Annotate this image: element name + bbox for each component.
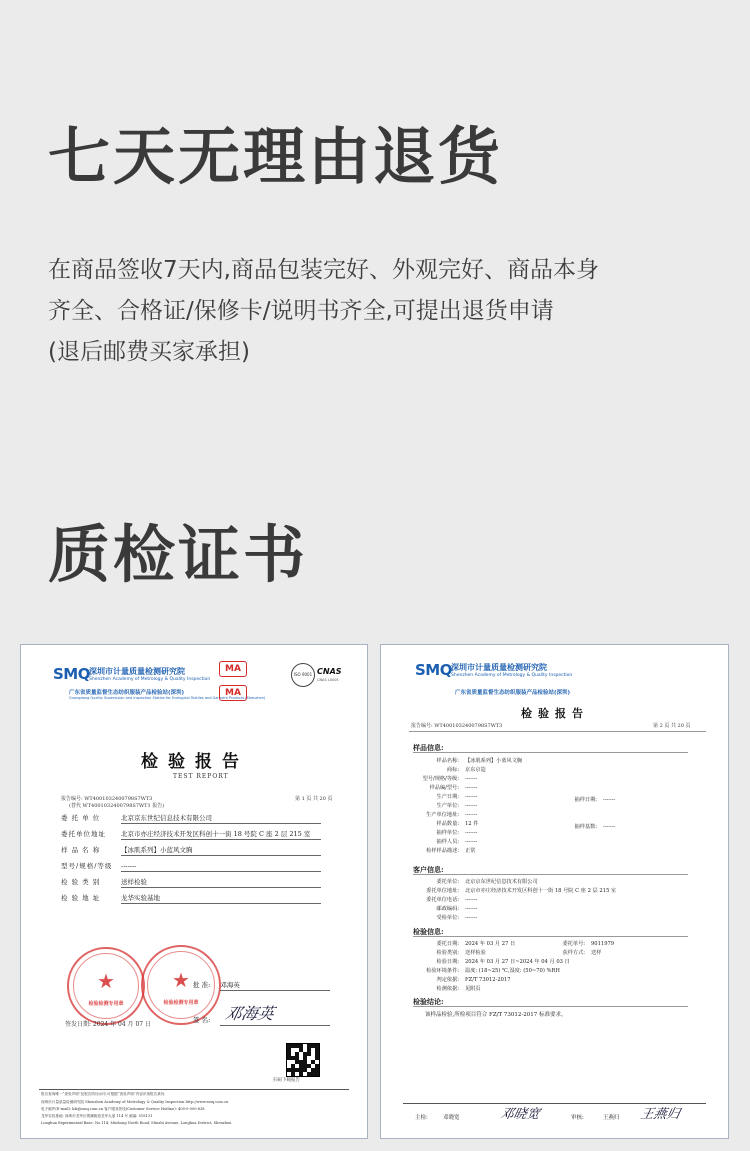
signature-row: 签 名: [193,1015,330,1026]
iso-badge-icon: ISO 9001 [291,663,315,687]
section-divider [413,1006,688,1007]
report-title: 检验报告 [141,752,249,772]
field-row: 判定依据: FZ/T 73012-2017 [436,977,511,983]
field-row: 生产日期: ------- [436,794,478,800]
report-header [21,645,367,707]
header-divider [409,731,706,732]
policy-line: 齐全、合格证/保修卡/说明书齐全,可提出退货申请 [48,298,554,324]
footer-line: Longhua Experimental Base: No.114, Minhong North Road, Minzhi Avenue, Longhua District, Shenzhen [41,1121,232,1125]
main-inspector-label: 主检: [415,1115,428,1121]
field-row: 样品数量: 12 件 [436,821,479,827]
footer-line: 龙华实验基地: 深圳市龙华区观澜街道龙华大道 114 号 邮编: 518131 [41,1114,153,1118]
return-policy-title: 七天无理由退货 [48,120,504,193]
field-row: 抽样人员: ------- [436,839,478,845]
smq-logo: SMQ [415,661,452,679]
qr-caption: 扫码下载报告 [273,1078,300,1083]
field-row: 检 验 地 址 龙华实验基地 [61,893,321,904]
footer-line: 电子邮件(E-mail): kfz@smq.com.cn 客户服务热线(Customer Service Hotline): 400-0-000-838 [41,1107,205,1111]
qr-code-icon [286,1043,320,1077]
org-name: 深圳市计量质量检测研究院 [451,663,547,672]
field-row: 检样样品描述: 正常 [426,848,476,854]
conclusion-text: 该样品检验,所检项目符合 FZ/T 73012-2017 标准要求。 [425,1012,567,1018]
certificate-title: 质检证书 [48,518,309,591]
footer-divider [39,1089,349,1090]
section-heading: 样品信息: [413,743,444,752]
field-row: 样品名称: 【冰肌系列】小蓝风文胸 [436,758,523,764]
smq-logo: SMQ [53,665,90,683]
issue-date: 签发日期: 2024 年 04 月 07 日 [65,1021,152,1028]
section-divider [413,752,688,753]
station-name: 广东省质量监督生态纺织服装产品检验站(深圳) [455,690,571,696]
main-inspector-name: 邓晓宽 [443,1115,460,1121]
org-name-en: Shenzhen Academy of Metrology & Quality Inspection [89,677,211,682]
approver-signature: 邓海英 [223,1004,276,1023]
field-row: 生产单位地址: ------- [426,812,478,818]
report-title: 检验报告 [521,707,589,720]
page-number: 第 2 页 共 20 页 [653,723,691,729]
org-name: 深圳市计量质量检测研究院 [89,667,185,676]
reviewer-signature: 王燕归 [638,1107,682,1122]
field-row: 检验类别: 送样检验 [436,950,486,956]
section-heading: 客户信息: [413,865,444,874]
page-number: 第 1 页 共 20 页 [295,796,333,802]
test-report-page-1 [20,644,368,1139]
field-row: 样 品 名 称 【冰肌系列】小蓝风文胸 [61,845,321,856]
field-row: 委托单位地址 北京市亦庄经济技术开发区科创十一街 18 号院 C 座 2 层 215 室 [61,829,321,840]
policy-line: 在商品签收7天内,商品包装完好、外观完好、商品本身 [48,257,599,283]
field-row: 委托单位: 北京京东世纪信息技术有限公司 [436,879,538,885]
field-row: 委托单位电话: ------- [426,897,478,903]
ma-mark: MA [219,685,247,701]
section-heading: 检验信息: [413,927,444,936]
org-name-en: Shenzhen Academy of Metrology & Quality Inspection [451,673,573,678]
ma-mark: MA [219,661,247,677]
cnas-logo: CNAS [317,667,342,676]
field-row: 委托日期: 2024 年 03 月 27 日 [436,941,516,947]
policy-line: (退后邮费买家承担) [48,339,250,365]
field-row: 检测依据: 见附页 [436,986,481,992]
field-row: 商标: 京东京造 [446,767,486,773]
section-divider [413,936,688,937]
field-row: 生产单位: ------- [436,803,478,809]
return-policy-text [48,250,708,373]
field-row: 抽样单位: ------- [436,830,478,836]
field-row: 检 验 类 别 送样检验 [61,877,321,888]
station-name: 广东省质量监督生态纺织服装产品检验站(深圳) [69,690,185,696]
field-row: 检验环境条件: 温度: (18~25) ℃,湿度: (50~70) %RH [426,968,560,974]
main-inspector-signature: 邓晓宽 [498,1107,542,1122]
field-row: 检验日期: 2024 年 03 月 27 日~2024 年 04 月 03 日 [436,959,570,965]
field-row: 抽样基数: ------- [574,824,616,830]
field-row: 委托单号: 9011979 [562,941,615,947]
field-row: 邮政编码: ------- [436,906,478,912]
inspection-seal-stamp: ★ 检验检测专用章 [141,945,221,1025]
cnas-sub: CNAS L0005 [317,678,339,682]
station-name-en: Guangdong Quality Supervision and Inspection Station for Ecological Textiles and Garment Products (Shenzhen) [69,696,266,700]
reviewer-label: 审核: [571,1115,584,1121]
report-number: 报告编号: WT4001032400798S7WT3 [61,796,153,802]
section-divider [413,874,688,875]
field-row: 委 托 单 位 北京京东世纪信息技术有限公司 [61,813,321,824]
report-number: 报告编号: WT4001032400798S7WT3 [411,723,503,729]
report-number-alt: (替代 WT4001032400798S7WT1 报告) [69,803,165,809]
test-report-page-2 [380,644,729,1139]
report-subtitle: TEST REPORT [173,773,229,780]
section-heading: 检验结论: [413,997,444,1006]
field-row: 抽样日期: ------- [574,797,616,803]
approver-row: 批 准: 邓海英 [193,980,330,991]
field-row: 委托单位地址: 北京市亦庄经济技术开发区科创十一街 18 号院 C 座 2 层 215 室 [426,888,617,894]
field-row: 受检单位: ------- [436,915,478,921]
field-row: 获样方式: 送样 [562,950,602,956]
field-row: 样品编/型号: ------- [429,785,478,791]
field-row: 型号/规格/等级: ------- [422,776,478,782]
reviewer-name: 王燕归 [603,1115,620,1121]
footer-line: 深圳市计量质量检测研究院 Shenzhen Academy of Metrology & Quality Inspection http://www.smq.com.cn [41,1100,229,1104]
field-row: 型号/规格/等级 ------- [61,861,321,872]
inspection-seal-stamp: ★ 检验检测专用章 [67,947,145,1025]
footer-line: 报告查询唯一“查验声明”及报告防伪水印,可根据“查验声明”内容识别报告真伪 [41,1092,165,1096]
